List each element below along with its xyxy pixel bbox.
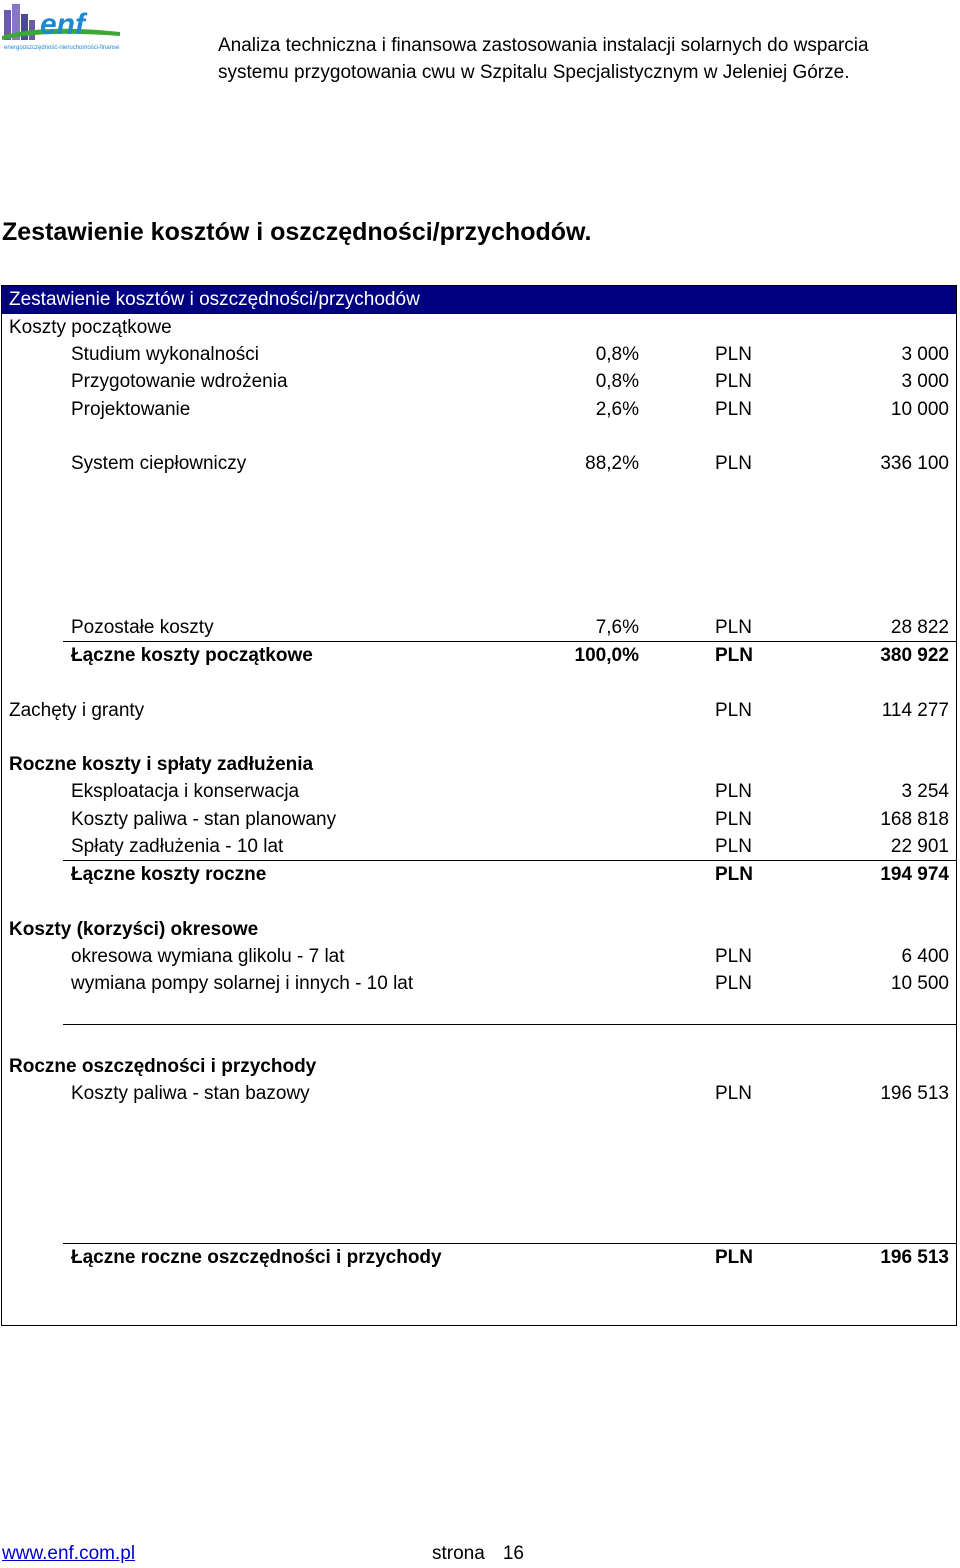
table-row (2, 970, 956, 997)
category-row (2, 1053, 956, 1080)
cost-savings-table (1, 285, 957, 1326)
item-value: 6 400 (901, 946, 949, 967)
item-value: 168 818 (880, 809, 949, 830)
logo-tagline: energooszczędność-nieruchomości-finanse (4, 45, 120, 51)
enf-logo-graphic (2, 2, 120, 52)
item-percent: 0,8% (595, 344, 639, 365)
total-currency: PLN (715, 645, 753, 666)
item-label: System ciepłowniczy (71, 453, 247, 474)
table-row (2, 943, 956, 970)
item-currency: PLN (715, 1083, 752, 1104)
total-percent: 100,0% (574, 645, 639, 666)
table-row (2, 806, 956, 833)
item-percent: 2,6% (595, 399, 639, 420)
category-row (2, 751, 956, 778)
item-currency: PLN (715, 617, 752, 638)
section-title: Zestawienie kosztów i oszczędności/przychodów. (2, 218, 592, 246)
section-divider (63, 1024, 956, 1025)
item-value: 3 254 (901, 781, 949, 802)
incentives-currency: PLN (715, 700, 752, 721)
total-value: 194 974 (880, 864, 949, 885)
item-label: Koszty paliwa - stan planowany (71, 809, 337, 830)
category-label: Koszty początkowe (9, 317, 172, 338)
page-label: strona (432, 1543, 485, 1564)
total-row (2, 861, 956, 888)
total-value: 196 513 (880, 1247, 949, 1268)
item-currency: PLN (715, 836, 752, 857)
total-value: 380 922 (880, 645, 949, 666)
item-currency: PLN (715, 453, 752, 474)
item-label: Studium wykonalności (71, 344, 259, 365)
item-percent: 88,2% (585, 453, 639, 474)
page-number-value: 16 (502, 1543, 524, 1564)
item-currency: PLN (715, 809, 752, 830)
item-currency: PLN (715, 371, 752, 392)
incentives-label: Zachęty i granty (9, 700, 145, 721)
table-row (2, 450, 956, 477)
item-percent: 7,6% (595, 617, 639, 638)
item-label: Koszty paliwa - stan bazowy (71, 1083, 310, 1104)
table-row (2, 614, 956, 641)
total-label: Łączne koszty roczne (71, 864, 267, 885)
item-label: Eksploatacja i konserwacja (71, 781, 300, 802)
item-value: 22 901 (890, 836, 949, 857)
total-label: Łączne koszty początkowe (71, 645, 313, 666)
category-row (2, 916, 956, 943)
table-row (2, 368, 956, 395)
total-currency: PLN (715, 864, 753, 885)
table-header: Zestawienie kosztów i oszczędności/przychodów (2, 286, 956, 314)
item-label: wymiana pompy solarnej i innych - 10 lat (71, 973, 414, 994)
item-percent: 0,8% (595, 371, 639, 392)
table-row (2, 778, 956, 805)
table-row (2, 396, 956, 423)
incentives-value: 114 277 (881, 700, 949, 721)
category-row (2, 314, 956, 341)
document-header-title: Analiza techniczna i finansowa zastosowania instalacji solarnych do wsparcia systemu przygotowania cwu w Szpitalu Specjalistycznym w Jeleniej Górze. (218, 35, 869, 83)
item-value: 10 500 (890, 973, 949, 994)
item-value: 10 000 (890, 399, 949, 420)
item-currency: PLN (715, 781, 752, 802)
total-row (2, 642, 956, 669)
item-currency: PLN (715, 973, 752, 994)
logo-wordmark: enf (40, 8, 85, 41)
table-row (2, 833, 956, 860)
item-label: Spłaty zadłużenia - 10 lat (71, 836, 284, 857)
item-currency: PLN (715, 344, 752, 365)
item-label: Pozostałe koszty (71, 617, 214, 638)
item-currency: PLN (715, 946, 752, 967)
item-value: 336 100 (880, 453, 949, 474)
table-row (2, 1080, 956, 1107)
category-label: Roczne koszty i spłaty zadłużenia (9, 754, 314, 775)
category-label: Koszty (korzyści) okresowe (9, 919, 259, 940)
total-currency: PLN (715, 1247, 753, 1268)
category-label: Roczne oszczędności i przychody (9, 1056, 317, 1077)
item-currency: PLN (715, 399, 752, 420)
website-link[interactable]: www.enf.com.pl (2, 1543, 136, 1564)
item-value: 196 513 (880, 1083, 949, 1104)
item-value: 3 000 (901, 371, 949, 392)
total-label: Łączne roczne oszczędności i przychody (71, 1247, 442, 1268)
table-row (2, 341, 956, 368)
total-row (2, 1244, 956, 1271)
incentives-row (2, 697, 956, 724)
item-value: 28 822 (890, 617, 949, 638)
company-logo (2, 2, 120, 52)
page-number (432, 1543, 524, 1565)
item-label: okresowa wymiana glikolu - 7 lat (71, 946, 345, 967)
item-label: Przygotowanie wdrożenia (71, 371, 288, 392)
item-value: 3 000 (901, 344, 949, 365)
item-label: Projektowanie (71, 399, 191, 420)
